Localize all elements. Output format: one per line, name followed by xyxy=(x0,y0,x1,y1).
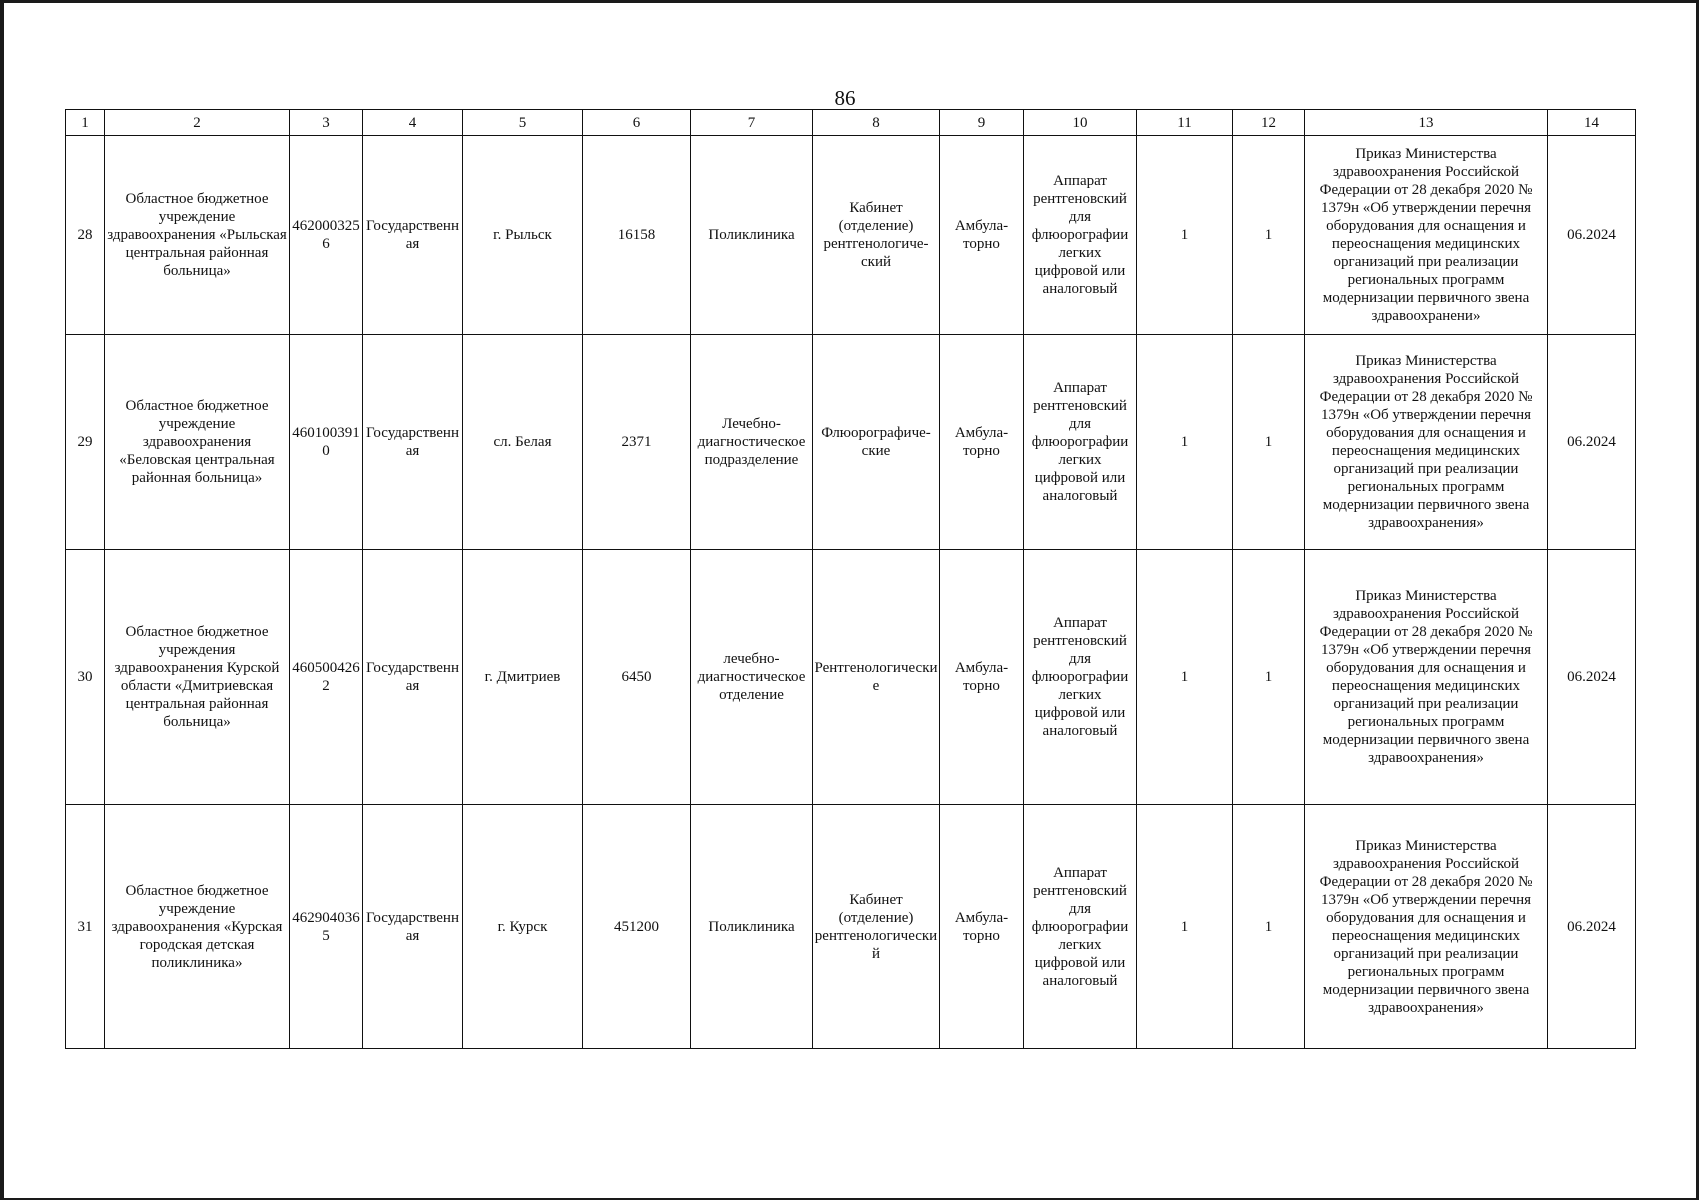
code-cell: 4620003256 xyxy=(290,136,363,335)
quantity-cell: 1 xyxy=(1233,136,1305,335)
date-cell: 06.2024 xyxy=(1548,335,1636,550)
column-header: 11 xyxy=(1137,110,1233,136)
ownership-cell: Государственная xyxy=(363,136,463,335)
locality-cell: г. Рыльск xyxy=(463,136,583,335)
date-cell: 06.2024 xyxy=(1548,550,1636,805)
locality-cell: г. Курск xyxy=(463,805,583,1049)
care-type-cell: Амбула-торно xyxy=(940,550,1024,805)
column-header: 8 xyxy=(813,110,940,136)
scan-edge-left xyxy=(0,0,4,1200)
equipment-cell: Аппарат рентгеновский для флюорографии легких цифровой или аналоговый xyxy=(1024,136,1137,335)
column-header: 13 xyxy=(1305,110,1548,136)
column-header: 12 xyxy=(1233,110,1305,136)
column-header: 2 xyxy=(105,110,290,136)
basis-cell: Приказ Министерства здравоохранения Российской Федерации от 28 декабря 2020 № 1379н «Об утверждении перечня оборудования для оснащения и переоснащения медицинских организаций при реализации региональных программ модернизации первичного звена здравоохранения» xyxy=(1305,805,1548,1049)
scan-edge-top xyxy=(0,0,1699,3)
date-cell: 06.2024 xyxy=(1548,136,1636,335)
date-cell: 06.2024 xyxy=(1548,805,1636,1049)
quantity-cell: 1 xyxy=(1137,550,1233,805)
table-row xyxy=(66,335,1636,550)
quantity-cell: 1 xyxy=(1233,335,1305,550)
unit-cell: лечебно-диагностическое отделение xyxy=(691,550,813,805)
equipment-cell: Аппарат рентгеновский для флюорографии легких цифровой или аналоговый xyxy=(1024,335,1137,550)
department-cell: Кабинет (отделение) рентгенологический xyxy=(813,805,940,1049)
table-row xyxy=(66,550,1636,805)
row-number-cell: 29 xyxy=(66,335,105,550)
locality-cell: сл. Белая xyxy=(463,335,583,550)
quantity-cell: 1 xyxy=(1137,335,1233,550)
row-number-cell: 28 xyxy=(66,136,105,335)
unit-cell: Лечебно-диагностическое подразделение xyxy=(691,335,813,550)
basis-cell: Приказ Министерства здравоохранения Российской Федерации от 28 декабря 2020 № 1379н «Об утверждении перечня оборудования для оснащения и переоснащения медицинских организаций при реализации региональных программ модернизации первичного звена здравоохранени» xyxy=(1305,136,1548,335)
ownership-cell: Государственная xyxy=(363,335,463,550)
column-header: 6 xyxy=(583,110,691,136)
equipment-cell: Аппарат рентгеновский для флюорографии легких цифровой или аналоговый xyxy=(1024,550,1137,805)
table-row xyxy=(66,136,1636,335)
row-number-cell: 30 xyxy=(66,550,105,805)
column-header: 4 xyxy=(363,110,463,136)
department-cell: Флюорографиче-ские xyxy=(813,335,940,550)
column-header: 5 xyxy=(463,110,583,136)
unit-cell: Поликлиника xyxy=(691,136,813,335)
quantity-cell: 1 xyxy=(1233,550,1305,805)
population-cell: 451200 xyxy=(583,805,691,1049)
organization-cell: Областное бюджетное учреждение здравоохранения «Курская городская детская поликлиника» xyxy=(105,805,290,1049)
column-header: 7 xyxy=(691,110,813,136)
basis-cell: Приказ Министерства здравоохранения Российской Федерации от 28 декабря 2020 № 1379н «Об утверждении перечня оборудования для оснащения и переоснащения медицинских организаций при реализации региональных программ модернизации первичного звена здравоохранения» xyxy=(1305,335,1548,550)
quantity-cell: 1 xyxy=(1137,805,1233,1049)
care-type-cell: Амбула-торно xyxy=(940,335,1024,550)
care-type-cell: Амбула-торно xyxy=(940,136,1024,335)
population-cell: 2371 xyxy=(583,335,691,550)
code-cell: 4605004262 xyxy=(290,550,363,805)
table-row xyxy=(66,805,1636,1049)
quantity-cell: 1 xyxy=(1137,136,1233,335)
organization-cell: Областное бюджетное учреждения здравоохранения Курской области «Дмитриевская центральная районная больница» xyxy=(105,550,290,805)
row-number-cell: 31 xyxy=(66,805,105,1049)
code-cell: 4629040365 xyxy=(290,805,363,1049)
ownership-cell: Государственная xyxy=(363,550,463,805)
department-cell: Рентгенологические xyxy=(813,550,940,805)
code-cell: 4601003910 xyxy=(290,335,363,550)
population-cell: 6450 xyxy=(583,550,691,805)
basis-cell: Приказ Министерства здравоохранения Российской Федерации от 28 декабря 2020 № 1379н «Об утверждении перечня оборудования для оснащения и переоснащения медицинских организаций при реализации региональных программ модернизации первичного звена здравоохранения» xyxy=(1305,550,1548,805)
population-cell: 16158 xyxy=(583,136,691,335)
locality-cell: г. Дмитриев xyxy=(463,550,583,805)
organization-cell: Областное бюджетное учреждение здравоохранения «Рыльская центральная районная больница» xyxy=(105,136,290,335)
care-type-cell: Амбула-торно xyxy=(940,805,1024,1049)
ownership-cell: Государственная xyxy=(363,805,463,1049)
column-header: 1 xyxy=(66,110,105,136)
column-number-row xyxy=(66,110,1636,136)
quantity-cell: 1 xyxy=(1233,805,1305,1049)
column-header: 14 xyxy=(1548,110,1636,136)
registry-table xyxy=(65,109,1636,1049)
column-header: 9 xyxy=(940,110,1024,136)
organization-cell: Областное бюджетное учреждение здравоохранения «Беловская центральная районная больница» xyxy=(105,335,290,550)
column-header: 10 xyxy=(1024,110,1137,136)
department-cell: Кабинет (отделение) рентгенологиче-ский xyxy=(813,136,940,335)
page-number: 86 xyxy=(834,86,856,110)
unit-cell: Поликлиника xyxy=(691,805,813,1049)
equipment-cell: Аппарат рентгеновский для флюорографии легких цифровой или аналоговый xyxy=(1024,805,1137,1049)
column-header: 3 xyxy=(290,110,363,136)
